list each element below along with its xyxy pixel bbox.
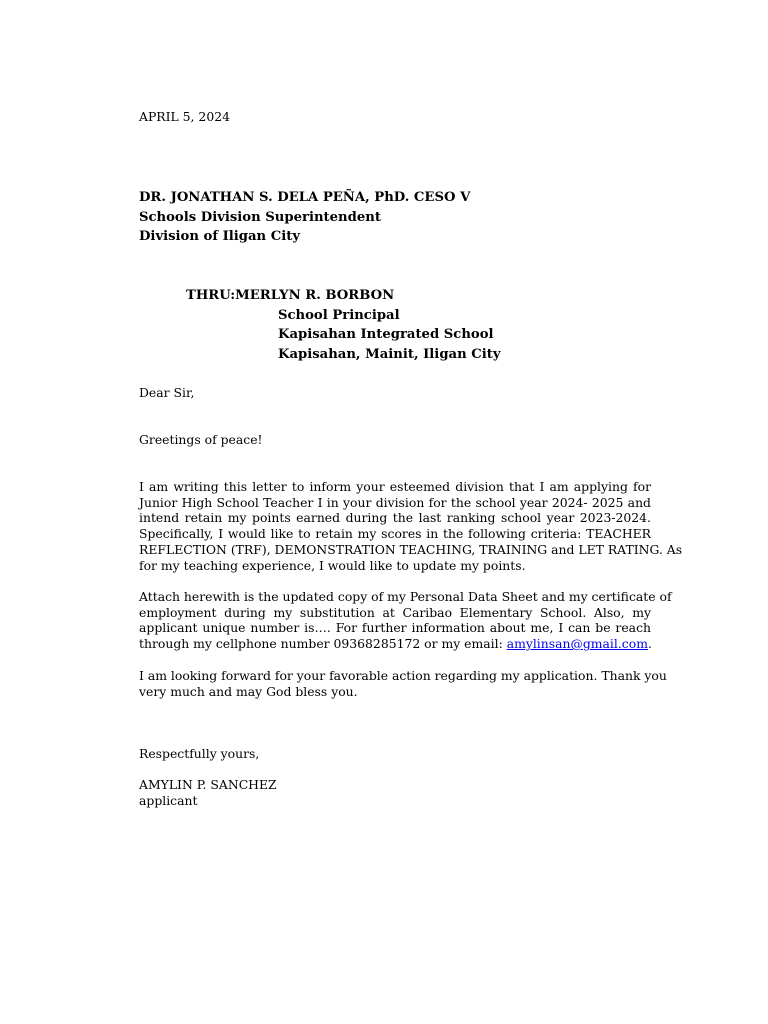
recipient-name: DR. JONATHAN S. DELA PEÑA, PhD. CESO V	[139, 190, 471, 205]
closing: Respectfully yours,	[139, 746, 260, 761]
greeting: Greetings of peace!	[139, 432, 263, 447]
paragraph-line: very much and may God bless you.	[139, 683, 358, 699]
paragraph-line: REFLECTION (TRF), DEMONSTRATION TEACHING, TRAINING and LET RATING. As	[139, 541, 683, 557]
paragraph-line: applicant unique number is…. For further information about me, I can be reach	[139, 620, 651, 636]
period-text: .	[647, 636, 652, 652]
thru-title: School Principal	[278, 308, 400, 323]
thru-name: MERLYN R. BORBON	[235, 288, 395, 303]
paragraph-line: for my teaching experience, I would like to update my points.	[139, 557, 526, 573]
paragraph-line	[139, 636, 651, 652]
letter-date: APRIL 5, 2024	[139, 109, 230, 124]
sender-role: applicant	[139, 793, 198, 808]
salutation: Dear Sir,	[139, 385, 195, 400]
email-link[interactable]: amylinsan@gmail.com	[506, 636, 648, 652]
paragraph-line: intend retain my points earned during the last ranking school year 2023-2024.	[139, 510, 651, 526]
thru-line	[186, 288, 394, 304]
paragraph-line: Attach herewith is the updated copy of my Personal Data Sheet and my certificate of	[139, 589, 672, 604]
body-paragraph-2	[139, 589, 672, 652]
thru-school: Kapisahan Integrated School	[278, 327, 494, 342]
thru-address: Kapisahan, Mainit, Iligan City	[278, 347, 501, 362]
recipient-title: Schools Division Superintendent	[139, 210, 381, 225]
body-paragraph-1	[139, 479, 683, 573]
paragraph-line: I am writing this letter to inform your esteemed division that I am applying for	[139, 479, 651, 494]
paragraph-line: Junior High School Teacher I in your division for the school year 2024- 2025 and	[139, 494, 651, 510]
recipient-division: Division of Iligan City	[139, 229, 300, 244]
contact-text: through my cellphone number 09368285172 or my email:	[139, 636, 507, 652]
body-paragraph-3	[139, 668, 667, 699]
paragraph-line: Specifically, I would like to retain my scores in the following criteria: TEACHER	[139, 526, 651, 542]
sender-name: AMYLIN P. SANCHEZ	[139, 777, 277, 792]
thru-label: THRU:	[186, 288, 236, 303]
paragraph-line: employment during my substitution at Caribao Elementary School. Also, my	[139, 604, 651, 620]
paragraph-line: I am looking forward for your favorable action regarding my application. Thank you	[139, 668, 667, 683]
